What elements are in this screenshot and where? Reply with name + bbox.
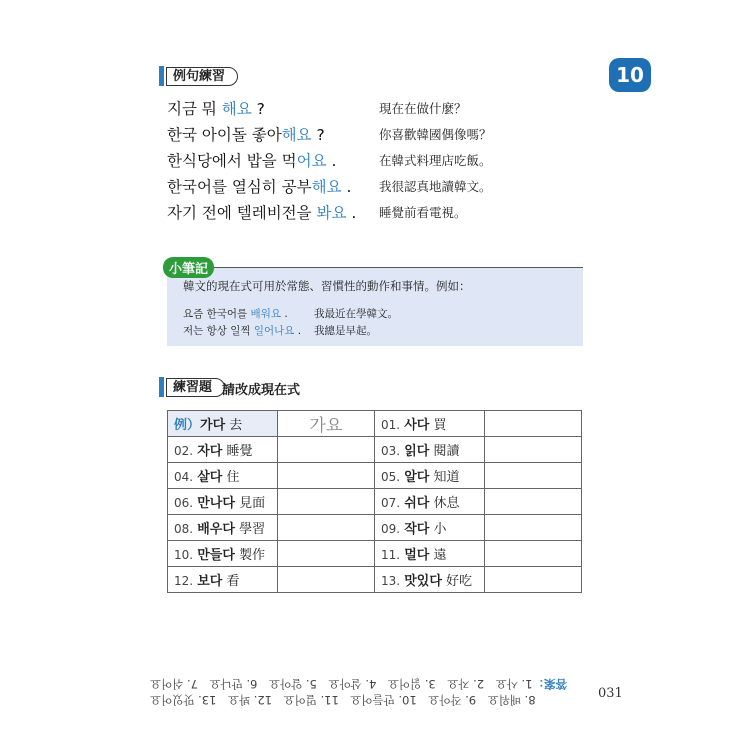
sentence-section-tag [159,66,238,86]
question-cell: 03. 읽다 閱讀 [374,437,484,463]
question-cell: 06. 만나다 見面 [168,489,278,515]
question-cell: 13. 맛있다 好吃 [374,567,484,593]
sentence-korean: 한국어를 열심히 공부해요 . [167,178,352,196]
note-example-1 [183,306,398,321]
question-cell: 01. 사다 買 [374,411,484,437]
answer-blank-cell[interactable] [484,541,581,567]
note-example-zh: 我總是早起。 [314,325,377,337]
sentence-row [167,147,587,173]
answer-blank-cell[interactable] [484,567,581,593]
answer-blank-cell[interactable] [277,567,374,593]
note-main-text: 韓文的現在式可用於常態、習慣性的動作和事情。例如： [183,279,471,293]
table-row [168,541,582,567]
question-cell: 10. 만들다 製作 [168,541,278,567]
upside-down-answers [150,676,590,708]
sentence-korean: 자기 전에 텔레비전을 봐요 . [167,204,357,222]
answers-line-2: 8. 배워요 9. 작아요 10. 만들어요 11. 멀어요 12. 봐요 13. 맛있어요 [150,693,536,707]
sentence-chinese: 現在在做什麼？ [379,101,467,116]
practice-tag [159,377,225,397]
note-example-zh: 我最近在學韓文。 [314,308,398,320]
sentence-korean: 지금 뭐 해요 ? [167,100,265,118]
table-row [168,437,582,463]
question-cell: 09. 작다 小 [374,515,484,541]
sentence-chinese: 我很認真地讀韓文。 [379,179,492,194]
sentence-row [167,95,587,121]
question-cell: 12. 보다 看 [168,567,278,593]
answer-blank-cell[interactable] [277,541,374,567]
sentence-korean: 한식당에서 밥을 먹어요 . [167,152,337,170]
sentence-section-title: 例句練習 [166,67,238,86]
page-number: 031 [598,686,623,701]
sentence-chinese: 在韓式料理店吃飯。 [379,153,492,168]
question-cell: 02. 자다 睡覺 [168,437,278,463]
table-row [168,489,582,515]
note-example-ko: 요즘 한국어를 배워요 . [183,308,288,320]
answer-blank-cell[interactable] [484,463,581,489]
sentence-row [167,173,587,199]
answer-blank-cell[interactable] [277,489,374,515]
answer-blank-cell[interactable] [277,437,374,463]
answer-blank-cell[interactable] [484,489,581,515]
question-cell: 04. 살다 住 [168,463,278,489]
note-title: 小筆記 [163,257,214,278]
table-row [168,515,582,541]
lesson-number-badge: 10 [609,58,651,92]
example-sentences [167,95,587,225]
answer-blank-cell[interactable] [277,463,374,489]
answer-blank-cell[interactable] [484,411,581,437]
table-row [168,463,582,489]
note-box [167,267,583,346]
sentence-row [167,121,587,147]
answer-blank-cell[interactable] [277,515,374,541]
answer-blank-cell[interactable] [484,515,581,541]
tag-accent-bar [159,377,164,397]
question-cell: 05. 알다 知道 [374,463,484,489]
sentence-row [167,199,587,225]
example-answer-cell: 가요 [277,411,374,437]
answer-blank-cell[interactable] [484,437,581,463]
example-question-cell: 例）가다 去 [168,411,278,437]
sentence-chinese: 你喜歡韓國偶像嗎？ [379,127,492,142]
sentence-korean: 한국 아이돌 좋아해요 ? [167,126,325,144]
tag-accent-bar [159,66,164,86]
table-row [168,411,582,437]
question-cell: 08. 배우다 學習 [168,515,278,541]
question-cell: 07. 쉬다 休息 [374,489,484,515]
answers-line-1: 答案：1. 사요 2. 자요 3. 읽어요 4. 살아요 5. 알아요 6. 만나요 7. 쉬어요 [150,677,567,691]
table-row [168,567,582,593]
practice-table [167,410,582,593]
question-cell: 11. 멀다 遠 [374,541,484,567]
practice-title: 請改成現在式 [222,383,301,398]
note-example-2 [183,323,377,338]
note-example-ko: 저는 항상 일찍 일어나요 . [183,325,302,337]
practice-tag-label: 練習題 [166,378,225,397]
sentence-chinese: 睡覺前看電視。 [379,205,467,220]
